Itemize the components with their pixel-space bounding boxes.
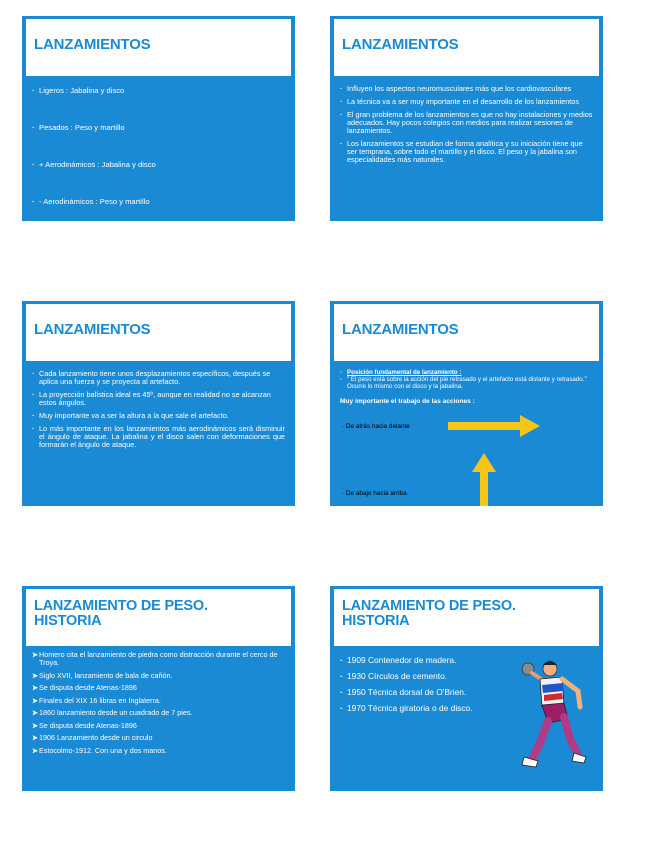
slide-title: LANZAMIENTOS [342, 321, 459, 338]
slide-title: LANZAMIENTOS [34, 36, 151, 53]
arrow-right-icon [448, 415, 540, 437]
slide-title: LANZAMIENTO DE PESO. HISTORIA [342, 598, 516, 629]
position-heading: Posición fundamental de lanzamiento : [347, 369, 462, 376]
list-item: ➤ 1860 lanzamiento desde un cuadrado de 7 pies. [32, 709, 285, 717]
list-item: · Cada lanzamiento tiene unos desplazamientos específicos, después se aplica una fuerza y se proyecta al artefacto. [32, 370, 285, 386]
list-item: · El gran problema de los lanzamientos es que no hay instalaciones y medios adecuados. Hay pocos colegios con medios para realizar sesiones de lanzamientos. [340, 111, 593, 135]
slide-3 [22, 301, 295, 506]
slide-title: LANZAMIENTOS [34, 321, 151, 338]
action-label: · De atrás hacia delante [342, 423, 410, 430]
slide-header [334, 19, 599, 76]
list-item: ➤ Siglo XVII, lanzamiento de bala de cañón. [32, 672, 285, 680]
list-item: · Pesados : Peso y martillo [32, 123, 285, 132]
list-item: ➤ Homero cita el lanzamiento de piedra como distracción durante el cerco de Troya. [32, 651, 285, 667]
slide-1 [22, 16, 295, 221]
slide-6 [330, 586, 603, 791]
slide-header [26, 19, 291, 76]
list-item: · La proyección balística ideal es 45º, aunque en realidad no se alcanzan estos ángulos. [32, 391, 285, 407]
slide-header [26, 304, 291, 361]
bullet-list [32, 86, 285, 206]
action-arrows [330, 304, 603, 506]
slide-title: LANZAMIENTOS [342, 36, 459, 53]
bullet-list [32, 651, 285, 755]
list-item: · " El peso está sobre la acción del pie retrasado y el artefacto está distante y retrasado." Ocurre lo mismo con el disco y la jabalina. [340, 376, 593, 390]
list-item: · Los lanzamientos se estudian de forma analítica y su iniciación tiene que ser temprana, sobre todo el martillo y el disco. El peso y la jabalina son especialidades más naturales. [340, 140, 593, 164]
list-item: · La técnica va a ser muy importante en el desarrollo de los lanzamientos [340, 98, 593, 106]
actions-heading: Muy importante el trabajo de las acciones : [340, 398, 475, 405]
list-item: ➤ Se disputa desde Atenas-1896 [32, 722, 285, 730]
slide-title: LANZAMIENTO DE PESO. HISTORIA [34, 598, 208, 629]
list-item: · 1930 Círculos de cemento. [340, 671, 593, 681]
slide-header [26, 589, 291, 646]
list-item: · Ligeros : Jabalina y disco [32, 86, 285, 95]
list-item: · 1970 Técnica giratoria o de disco. [340, 703, 593, 713]
list-item: · 1950 Técnica dorsal de O'Brien. [340, 687, 593, 697]
list-item: ➤ Finales del XIX 16 libras en Inglaterra. [32, 697, 285, 705]
action-label: · De abajo hacia arriba [342, 490, 407, 497]
arrow-up-icon [472, 453, 496, 506]
list-item: ➤ Se disputa desde Atenas-1896 [32, 684, 285, 692]
slide-2 [330, 16, 603, 221]
list-item: · - Aerodinámicos : Peso y martillo [32, 197, 285, 206]
bullet-list [340, 85, 593, 164]
slide-4 [330, 301, 603, 506]
shot-putter-illustration [518, 647, 588, 777]
list-item: · Influyen los aspectos neuromusculares más que los cardiovasculares [340, 85, 593, 93]
bullet-list [32, 370, 285, 449]
list-item: ➤ Estocolmo-1912. Con una y dos manos. [32, 747, 285, 755]
slide-header [334, 589, 599, 646]
list-item: · Muy importante va a ser la altura a la que sale el artefacto. [32, 412, 285, 420]
list-item: ➤ 1906 Lanzamiento desde un circulo [32, 734, 285, 742]
list-item: · 1909 Contenedor de madera. [340, 655, 593, 665]
slide-5 [22, 586, 295, 791]
list-item: · + Aerodinámicos : Jabalina y disco [32, 160, 285, 169]
list-item: · Lo más importante en los lanzamientos más aerodinámicos será disminuir el ángulo de ataque. La jabalina y el disco salen con deformaciones que formarán el ángulo de ataque. [32, 425, 285, 449]
